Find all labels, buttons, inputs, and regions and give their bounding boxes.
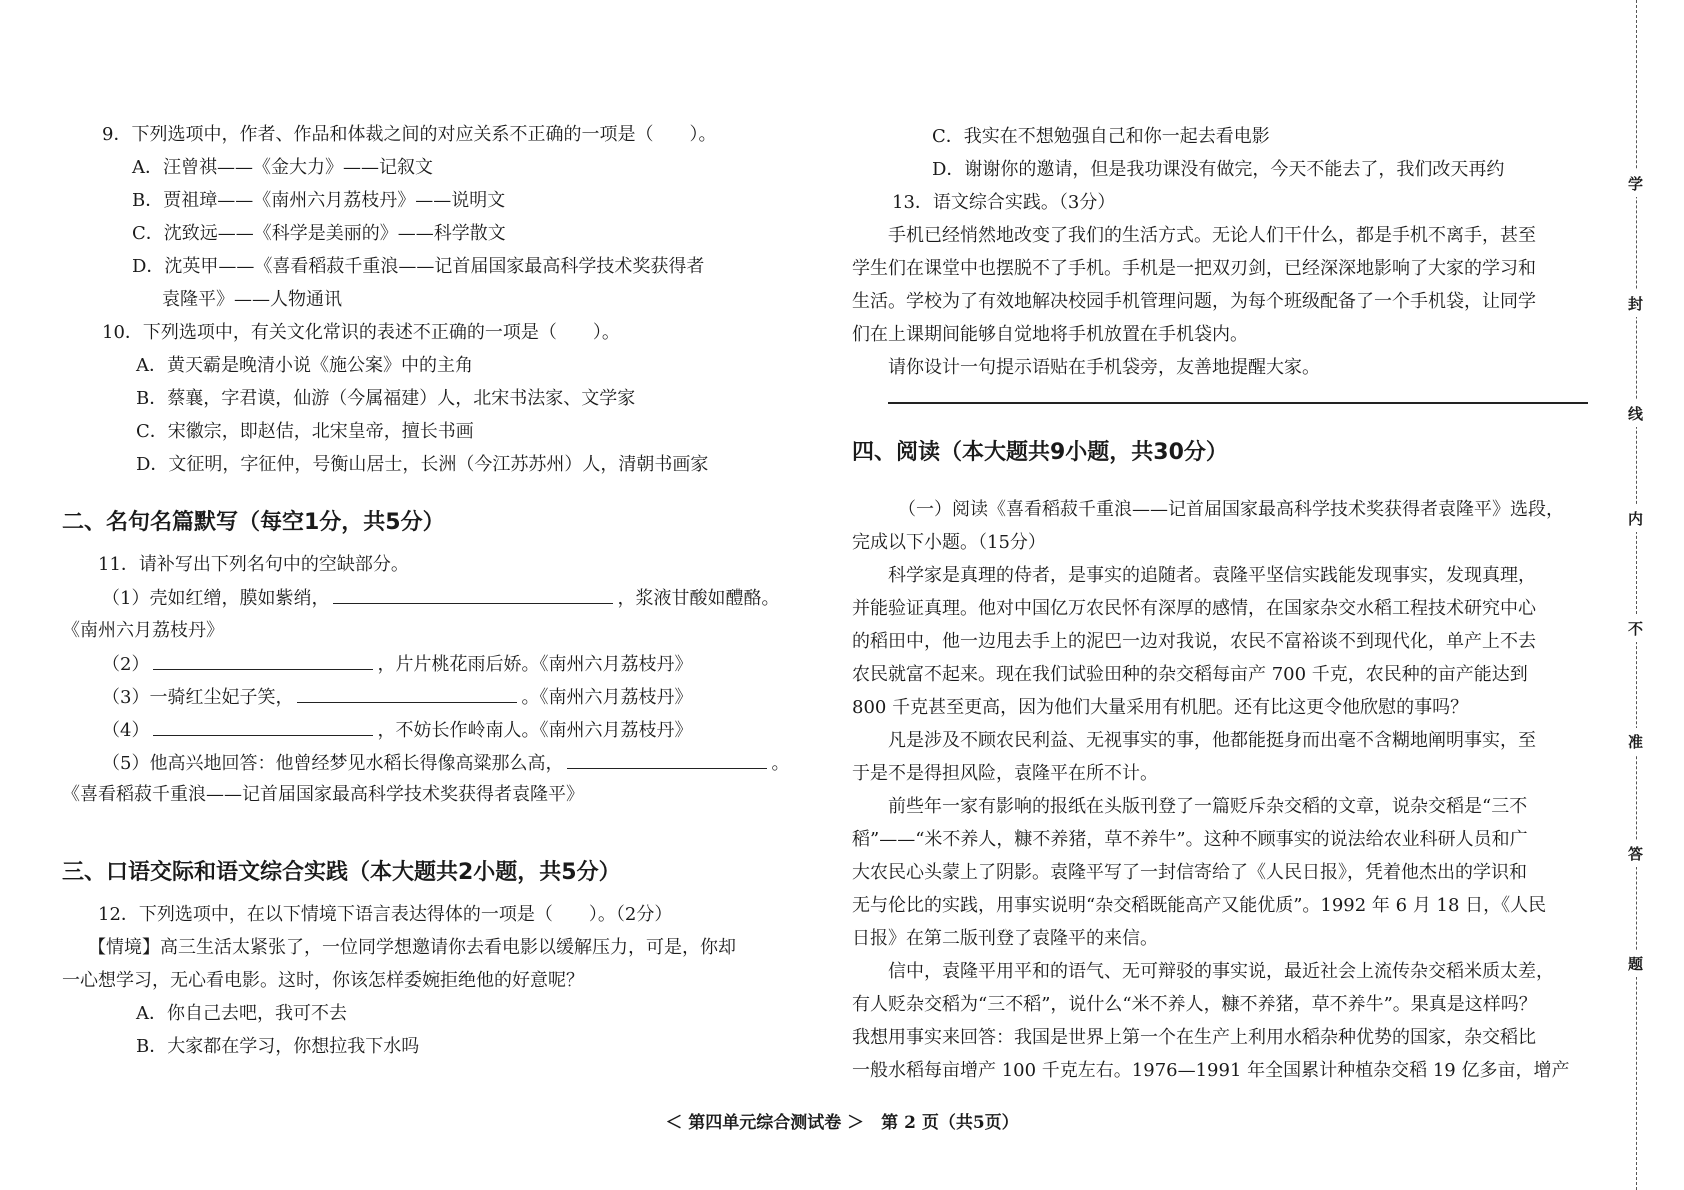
fill-in-item: [102, 750, 789, 777]
text-line: B．贾祖璋——《南州六月荔枝丹》——说明文: [132, 190, 506, 211]
text-line: 一般水稻每亩增产 100 千克左右。1976—1991 年全国累计种植杂交稻 19 亿多亩，增产: [852, 1060, 1570, 1081]
text-line: 10．下列选项中，有关文化常识的表述不正确的一项是（ ）。: [102, 322, 620, 343]
answer-line: [888, 402, 1588, 404]
text-line: C．我实在不想勉强自己和你一起去看电影: [932, 126, 1270, 147]
text-line: 的稻田中，他一边甩去手上的泥巴一边对我说，农民不富裕谈不到现代化，单产上不去: [852, 631, 1536, 652]
section-heading: 四、阅读（本大题共9小题，共30分）: [852, 440, 1228, 465]
binding-char: 内: [1628, 505, 1643, 532]
text-line: 一心想学习，无心看电影。这时，你该怎样委婉拒绝他的好意呢？: [62, 970, 584, 991]
section-heading: 三、口语交际和语文综合实践（本大题共2小题，共5分）: [62, 860, 621, 885]
text-line: 农民就富不起来。现在我们试验田种的杂交稻每亩产 700 千克，农民种的亩产能达到: [852, 664, 1528, 685]
text-line: A．黄天霸是晚清小说《施公案》中的主角: [136, 355, 473, 376]
text-line: 13．语文综合实践。（3分）: [892, 192, 1116, 213]
fill-in-suffix: 。: [771, 753, 790, 774]
fill-in-suffix: ，不妨长作岭南人。《南州六月荔枝丹》: [377, 720, 693, 741]
fill-in-suffix: ，浆液甘酸如醴酪。: [617, 588, 780, 609]
text-line: 完成以下小题。（15分）: [852, 532, 1046, 553]
text-line: 11．请补写出下列名句中的空缺部分。: [98, 554, 409, 575]
fill-in-prefix: （4）: [102, 720, 150, 741]
fill-in-suffix: ，片片桃花雨后娇。《南州六月荔枝丹》: [377, 654, 693, 675]
text-line: 日报》在第二版刊登了袁隆平的来信。: [852, 928, 1158, 949]
binding-char: 封: [1628, 290, 1643, 317]
text-line: B．蔡襄，字君谟，仙游（今属福建）人，北宋书法家、文学家: [136, 388, 636, 409]
text-line: A．你自己去吧，我可不去: [136, 1003, 347, 1024]
binding-line: [1628, 0, 1667, 1190]
text-line: 《南州六月荔枝丹》: [62, 620, 224, 641]
fill-in-prefix: （3）一骑红尘妃子笑，: [102, 687, 294, 708]
fill-in-blank[interactable]: [153, 717, 373, 736]
binding-char: 学: [1628, 170, 1643, 197]
text-line: 前些年一家有影响的报纸在头版刊登了一篇贬斥杂交稻的文章，说杂交稻是“三不: [888, 796, 1528, 817]
text-line: D．沈英甲——《喜看稻菽千重浪——记首届国家最高科学技术奖获得者: [132, 256, 705, 277]
binding-char: 不: [1628, 615, 1643, 642]
text-line: 于是不是得担风险，袁隆平在所不计。: [852, 763, 1158, 784]
text-line: 们在上课期间能够自觉地将手机放置在手机袋内。: [852, 324, 1248, 345]
fill-in-prefix: （2）: [102, 654, 150, 675]
section-heading: 二、名句名篇默写（每空1分，共5分）: [62, 510, 445, 535]
fill-in-prefix: （5）他高兴地回答：他曾经梦见水稻长得像高粱那么高，: [102, 753, 564, 774]
text-line: D．谢谢你的邀请，但是我功课没有做完，今天不能去了，我们改天再约: [932, 159, 1505, 180]
fill-in-blank[interactable]: [153, 651, 373, 670]
fill-in-suffix: 。《南州六月荔枝丹》: [521, 687, 693, 708]
text-line: 12．下列选项中，在以下情境下语言表达得体的一项是（ ）。（2分）: [98, 904, 673, 925]
binding-char: 题: [1628, 950, 1643, 977]
text-line: 学生们在课堂中也摆脱不了手机。手机是一把双刃剑，已经深深地影响了大家的学习和: [852, 258, 1536, 279]
text-line: D．文征明，字征仲，号衡山居士，长洲（今江苏苏州）人，清朝书画家: [136, 454, 709, 475]
fill-in-blank[interactable]: [297, 684, 517, 703]
text-line: 【情境】高三生活太紧张了，一位同学想邀请你去看电影以缓解压力，可是，你却: [88, 937, 736, 958]
text-line: 信中，袁隆平用平和的语气、无可辩驳的事实说，最近社会上流传杂交稻米质太差，: [888, 961, 1554, 982]
text-line: 我想用事实来回答：我国是世界上第一个在生产上利用水稻杂种优势的国家，杂交稻比: [852, 1027, 1536, 1048]
text-line: B．大家都在学习，你想拉我下水吗: [136, 1036, 420, 1057]
binding-char: 准: [1628, 728, 1643, 755]
text-line: A．汪曾祺——《金大力》——记叙文: [132, 157, 433, 178]
text-line: 袁隆平》——人物通讯: [162, 289, 342, 310]
text-line: 稻”——“米不养人，糠不养猪，草不养牛”。这种不顾事实的说法给农业科研人员和广: [852, 829, 1528, 850]
text-line: 800 千克甚至更高，因为他们大量采用有机肥。还有比这更令他欣慰的事吗？: [852, 697, 1469, 718]
fill-in-item: [102, 717, 692, 744]
text-line: 大农民心头蒙上了阴影。袁隆平写了一封信寄给了《人民日报》，凭着他杰出的学识和: [852, 862, 1527, 883]
text-line: 无与伦比的实践，用事实说明“杂交稻既能高产又能优质”。1992 年 6 月 18 日，《人民: [852, 895, 1547, 916]
text-line: 凡是涉及不顾农民利益、无视事实的事，他都能挺身而出毫不含糊地阐明事实，至: [888, 730, 1536, 751]
fill-in-item: [102, 684, 692, 711]
text-line: （一）阅读《喜看稻菽千重浪——记首届国家最高科学技术奖获得者袁隆平》选段，: [898, 499, 1564, 520]
text-line: 9．下列选项中，作者、作品和体裁之间的对应关系不正确的一项是（ ）。: [102, 124, 717, 145]
text-line: 有人贬杂交稻为“三不稻”，说什么“米不养人，糠不养猪，草不养牛”。果真是这样吗？: [852, 994, 1537, 1015]
page-footer: ＜ 第四单元综合测试卷 ＞ 第 2 页（共5页）: [665, 1113, 1019, 1133]
text-line: 科学家是真理的侍者，是事实的追随者。袁隆平坚信实践能发现事实，发现真理，: [888, 565, 1536, 586]
binding-char: 线: [1628, 400, 1643, 427]
text-line: 并能验证真理。他对中国亿万农民怀有深厚的感情，在国家杂交水稻工程技术研究中心: [852, 598, 1536, 619]
fill-in-item: [102, 585, 779, 612]
fill-in-prefix: （1）壳如红缯，膜如紫绡，: [102, 588, 330, 609]
fill-in-blank[interactable]: [567, 750, 767, 769]
text-line: C．沈致远——《科学是美丽的》——科学散文: [132, 223, 506, 244]
fill-in-item: [102, 651, 692, 678]
text-line: C．宋徽宗，即赵佶，北宋皇帝，擅长书画: [136, 421, 474, 442]
binding-char: 答: [1628, 840, 1643, 867]
text-line: 生活。学校为了有效地解决校园手机管理问题，为每个班级配备了一个手机袋，让同学: [852, 291, 1536, 312]
text-line: 《喜看稻菽千重浪——记首届国家最高科学技术奖获得者袁隆平》: [62, 784, 584, 805]
fill-in-blank[interactable]: [333, 585, 613, 604]
text-line: 手机已经悄然地改变了我们的生活方式。无论人们干什么，都是手机不离手，甚至: [888, 225, 1536, 246]
text-line: 请你设计一句提示语贴在手机袋旁，友善地提醒大家。: [888, 357, 1320, 378]
